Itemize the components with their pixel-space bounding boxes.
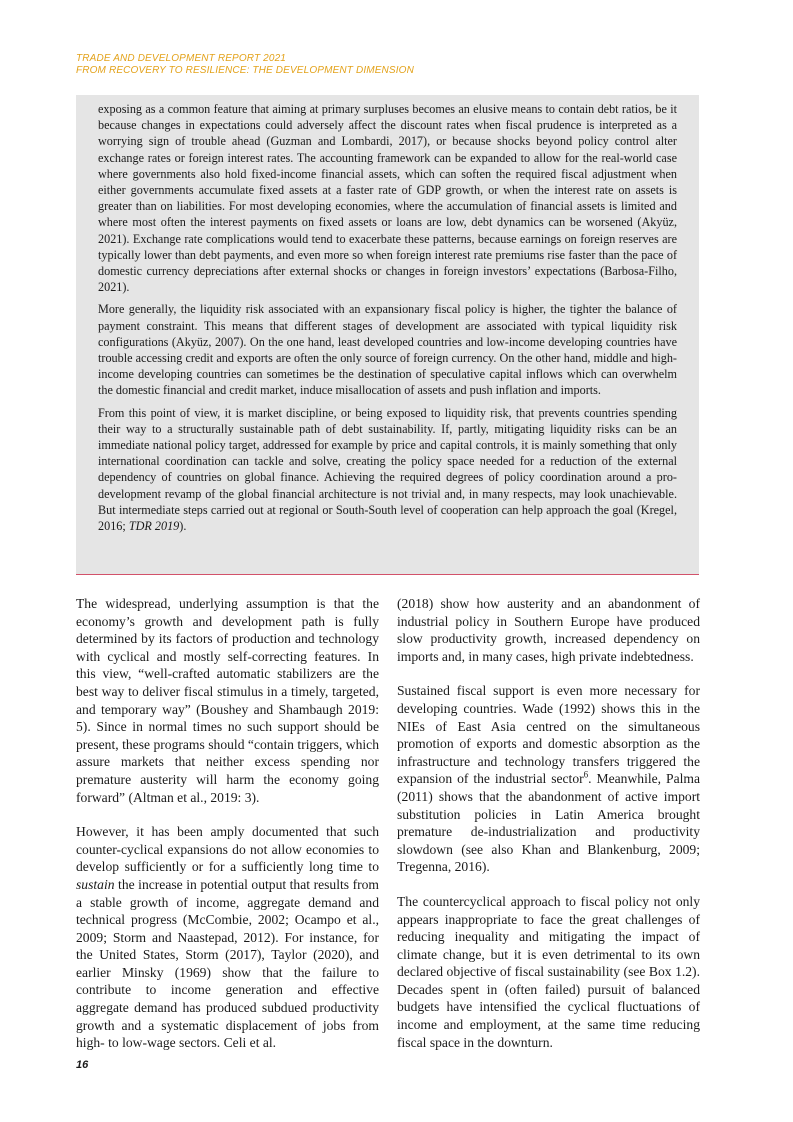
running-header (76, 53, 716, 77)
box-continuation (76, 95, 699, 574)
box-paragraph-text: From this point of view, it is market discipline, or being exposed to liquidity risk, that prevents countries spending their way to a structurally sustainable path of debt sustainability. If, partly, mitigating liquidity risks can be an immediate national policy target, addressed for example by price and capital controls, it is mainly something that only international coordination can tackle and solve, creating the policy space needed for a reduction of the external dependency of countries on global finance. Achieving the required degrees of policy coordination around a pro-development revamp of the global financial architecture is not trivial and, in many respects, may look unachievable. But intermediate steps carried out at regional or South-South level of cooperation can help approach the goal (Kregel, 2016; (98, 405, 677, 534)
page-number: 16 (76, 1059, 89, 1071)
box-citation-italic: TDR 2019 (128, 519, 180, 534)
body-text-italic: sustain (76, 876, 115, 892)
right-column (397, 595, 700, 1068)
report-title: TRADE AND DEVELOPMENT REPORT 2021 (76, 53, 287, 64)
left-column (76, 595, 379, 1069)
body-paragraph: (2018) show how austerity and an abandonment of industrial policy in Southern Europe have produced slow productivity growth, increased dependency on imports and, in many cases, high private indebtedness. (397, 596, 700, 664)
box-bottom-rule (76, 574, 699, 575)
box-paragraph (98, 405, 677, 535)
footnote-marker[interactable]: 6 (583, 769, 589, 780)
report-subtitle: FROM RECOVERY TO RESILIENCE: THE DEVELOPMENT DIMENSION (76, 65, 414, 76)
body-paragraph: The countercyclical approach to fiscal policy not only appears inappropriate to face the great challenges of reducing inequality and mitigating the impact of climate change, but it is even detrimental to its own declared objective of fiscal sustainability (see Box 1.2). Decades spent in (often failed) pursuit of balanced budgets have intensified the cyclical fluctuations of income and employment, at the same time reducing fiscal space in the downturn. (397, 893, 700, 1050)
body-text: However, it has been amply documented that such counter-cyclical expansions do not allow economies to develop sufficiently or for a sufficiently long time to (76, 824, 379, 875)
body-paragraph (76, 823, 379, 1052)
body-paragraph (397, 682, 700, 876)
body-paragraph: The widespread, underlying assumption is that the economy’s growth and development path is fully determined by its factors of production and technology with cyclical and mostly self-correcting features. In this view, “well-crafted automatic stabilizers are the best way to deliver fiscal stimulus in a timely, targeted, and temporary way” (Boushey and Shambaugh 2019: 5). Since in normal times no such support should be present, these programs should “contain triggers, which assure markets that neither excess spending nor premature austerity will harm the economy going forward” (Altman et al., 2019: 3). (76, 596, 379, 805)
body-text: the increase in potential output that results from a stable growth of income, aggregate demand and technical progress (McCombie, 2002; Ocampo et al., 2009; Storm and Naastepad, 2012). For instance, for the United States, Storm (2017), Taylor (2020), and earlier Minsky (1969) show that the failure to contribute to income generation and effective aggregate demand has produced subdued productivity growth and a systematic displacement of jobs from high- to low-wage sectors. Celi et al. (76, 876, 379, 1051)
box-paragraph: exposing as a common feature that aiming at primary surpluses becomes an elusive means to contain debt ratios, be it because changes in expectations could adversely affect the discount rates when fiscal prudence is interpreted as a worrying sign of trouble ahead (Guzman and Lombardi, 2017), or because shocks beyond policy control alter exchange rates or foreign interest rates. The accounting framework can be expanded to allow for the real-world case where governments also hold fixed-income financial assets, which can soften the required fiscal adjustment when either governments accumulate fixed assets at a faster rate of GDP growth, or when the interest rate on assets is greater than on liabilities. For most developing economies, where the accumulation of financial assets is limited and where most often the interest payments on fixed assets or loans are low, debt dynamics can be worsened (Akyüz, 2021). Exchange rate complications would tend to exacerbate these patterns, because earnings on foreign reserves are typically lower than debt payments, and even more so when foreign interest rate premiums rise faster than the pace of domestic currency depreciations after external shocks or changes in foreign investors’ expectations (Barbosa-Filho, 2021). (98, 102, 677, 295)
body-text: . Meanwhile, Palma (2011) shows that the abandonment of active import substitution policies in Latin America brought premature de-industrialization and productivity slowdown (see also Khan and Blankenburg, 2009; Tregenna, 2016). (397, 771, 700, 875)
body-text: Sustained fiscal support is even more necessary for developing countries. Wade (1992) shows this in the NIEs of East Asia centred on the simultaneous promotion of exports and domestic absorption as the infrastructure and technology transfers triggered the expansion of the industrial sector (397, 683, 700, 787)
box-paragraph: More generally, the liquidity risk associated with an expansionary fiscal policy is higher, the tighter the balance of payment constraint. This means that different stages of development are associated with typical liquidity risk configurations (Akyüz, 2007). On the one hand, least developed countries and low-income developing countries have trouble accessing credit and exports are often the only source of foreign currency. On the other hand, middle and high-income developing countries can sometimes be the destination of speculative capital inflows which can overwhelm the domestic financial and credit market, induce misallocation of assets and push inflation and imports. (98, 302, 677, 398)
box-citation-end: ). (179, 519, 187, 534)
